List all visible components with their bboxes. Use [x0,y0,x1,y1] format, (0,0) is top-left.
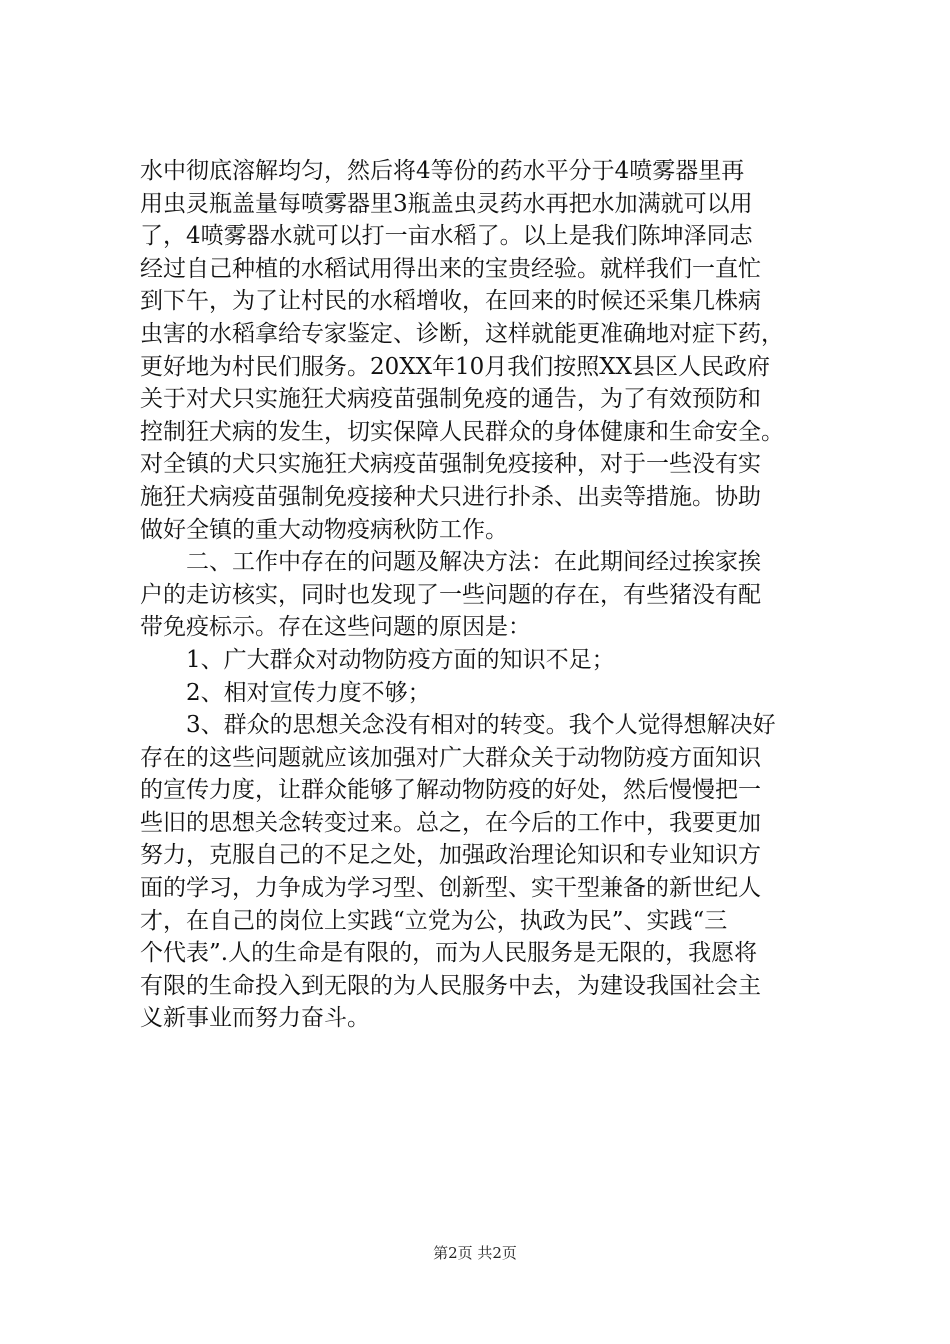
text-line: 带免疫标示。存在这些问题的原因是： [140,614,531,641]
text-line: 更好地为村民们服务。20XX年10月我们按照XX县区人民政府 [140,353,771,380]
text-line: 经过自己种植的水稻试用得出来的宝贵经验。就样我们一直忙 [140,255,761,282]
text-line: 用虫灵瓶盖量每喷雾器里3瓶盖虫灵药水再把水加满就可以用 [140,190,753,217]
text-line: 2、相对宣传力度不够； [140,679,431,706]
text-line: 做好全镇的重大动物疫病秋防工作。 [140,516,508,543]
text-line: 了，4喷雾器水就可以打一亩水稻了。以上是我们陈坤泽同志 [140,223,753,250]
text-line: 水中彻底溶解均匀，然后将4等份的药水平分于4喷雾器里再 [140,158,745,184]
text-line: 有限的生命投入到无限的为人民服务中去，为建设我国社会主 [140,972,761,999]
text-line: 才，在自己的岗位上实践“立党为公，执政为民”、实践“三 [140,907,728,934]
text-line: 二、工作中存在的问题及解决方法：在此期间经过挨家挨 [140,549,761,576]
page-footer [0,1243,950,1263]
body-text [140,155,840,1035]
text-line: 1、广大群众对动物防疫方面的知识不足； [140,646,615,673]
text-line: 户的走访核实，同时也发现了一些问题的存在，有些猪没有配 [140,581,761,608]
text-line: 3、群众的思想关念没有相对的转变。我个人觉得想解决好 [140,712,776,739]
text-line: 些旧的思想关念转变过来。总之，在今后的工作中，我要更加 [140,809,761,836]
text-line: 对全镇的犬只实施狂犬病疫苗强制免疫接种，对于一些没有实 [140,451,761,478]
page-number-label: 第2页 共2页 [433,1244,517,1262]
text-line: 面的学习，力争成为学习型、创新型、实干型兼备的新世纪人 [140,875,761,902]
text-line: 控制狂犬病的发生，切实保障人民群众的身体健康和生命安全。 [140,418,784,445]
text-line: 到下午，为了让村民的水稻增收，在回来的时候还采集几株病 [140,288,761,315]
text-line: 个代表”.人的生命是有限的，而为人民服务是无限的，我愿将 [140,940,758,967]
text-line: 的宣传力度，让群众能够了解动物防疫的好处，然后慢慢把一 [140,777,761,804]
text-line: 施狂犬病疫苗强制免疫接种犬只进行扑杀、出卖等措施。协助 [140,483,761,510]
text-line: 关于对犬只实施狂犬病疫苗强制免疫的通告，为了有效预防和 [140,386,761,413]
text-line: 义新事业而努力奋斗。 [140,1005,370,1032]
text-line: 努力，克服自己的不足之处，加强政治理论知识和专业知识方 [140,842,761,869]
text-line: 存在的这些问题就应该加强对广大群众关于动物防疫方面知识 [140,744,761,771]
text-line: 虫害的水稻拿给专家鉴定、诊断，这样就能更准确地对症下药， [140,320,784,347]
